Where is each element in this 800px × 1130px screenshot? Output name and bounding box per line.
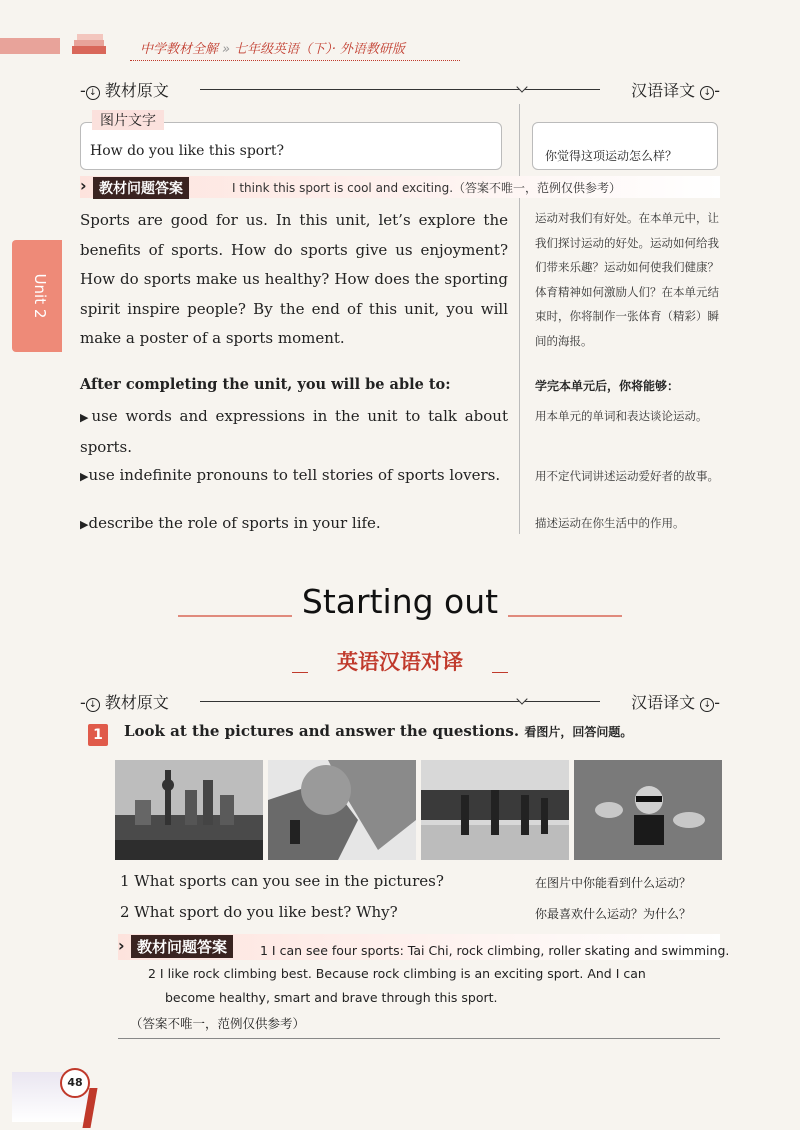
divider-right-text: 汉语译文	[631, 693, 696, 712]
circle-down-icon: ↓	[86, 86, 100, 100]
header-sep: »	[222, 42, 231, 57]
book-stack-icon	[70, 28, 110, 58]
answer-text: I think this sport is cool and exciting.（答案不唯一，范例仅供参考）	[232, 181, 622, 195]
circle-down-icon: ↓	[700, 86, 714, 100]
intro-en: Sports are good for us. In this unit, let’s explore the benefits of sports. How do sports give us enjoyment? How do sports make us healthy? How does the sporting spirit inspire people? By the end of this unit, you will make a poster of a sports moment.	[80, 211, 508, 347]
question-item-cn: 你最喜欢什么运动？为什么？	[535, 907, 692, 921]
answer-line-2: 2 I like rock climbing best. Because rock climbing is an exciting sport. And I can	[148, 966, 646, 981]
circle-down-icon: ↓	[86, 698, 100, 712]
cn-section-title: 英语汉语对译	[337, 650, 463, 674]
divider-left-text: 教材原文	[104, 81, 169, 100]
swimming-photo	[574, 760, 722, 860]
objective-text: use words and expressions in the unit to talk about sports.	[80, 407, 508, 456]
objectives-heading-en: After completing the unit, you will be able to:	[80, 376, 451, 393]
caption-tag: 图片文字	[92, 110, 164, 130]
roller-skating-photo	[421, 760, 569, 860]
objective-item-cn: 用不定代词讲述运动爱好者的故事。	[535, 469, 719, 483]
section-title: Starting out	[301, 582, 499, 621]
objective-text: describe the role of sports in your life.	[88, 514, 381, 532]
header-dotted-rule	[130, 60, 460, 61]
sports-pictures	[115, 760, 722, 862]
question-item-cn: 在图片中你能看到什么运动？	[535, 876, 692, 890]
divider-left-label: - ↓ 教材原文	[80, 81, 169, 100]
cn-title-rule-right	[492, 672, 508, 673]
divider-notch	[516, 81, 527, 92]
divider-left-label: - ↓ 教材原文	[80, 693, 169, 712]
question-number: 1	[88, 724, 108, 746]
divider-right-label: 汉语译文 ↓ -	[631, 81, 720, 100]
section-divider-bottom	[80, 690, 720, 714]
objective-item-en	[80, 461, 508, 492]
question-heading-en: Look at the pictures and answer the questions.	[124, 722, 520, 740]
rock-climbing-photo	[268, 760, 416, 860]
unit-side-label: Unit 2	[31, 273, 49, 319]
objectives-heading-cn: 学完本单元后，你将能够：	[535, 379, 680, 393]
triangle-bullet-icon: ▶	[80, 470, 89, 483]
question-item-en: 2 What sport do you like best? Why?	[120, 903, 398, 921]
objective-text: use indefinite pronouns to tell stories of sports lovers.	[88, 466, 501, 484]
divider-right-text: 汉语译文	[631, 81, 696, 100]
objective-item-cn: 描述运动在你生活中的作用。	[535, 516, 685, 530]
header-title	[140, 38, 405, 57]
chevron-right-icon: ›	[118, 936, 125, 955]
unit-side-tab	[12, 240, 62, 352]
header-grade: 七年级英语（下）	[234, 42, 332, 57]
header-publisher: · 外语教研版	[331, 42, 405, 57]
answer-label: 教材问题答案	[131, 935, 233, 958]
section-divider-top	[80, 78, 720, 102]
question-heading-cn: 看图片，回答问题。	[524, 725, 633, 739]
column-separator	[519, 104, 520, 534]
circle-down-icon: ↓	[700, 698, 714, 712]
objective-item-en	[80, 509, 508, 540]
header-book: 中学教材全解	[140, 42, 219, 57]
divider-right-label: 汉语译文 ↓ -	[631, 693, 720, 712]
question-heading	[124, 722, 632, 740]
answer-bottom-rule	[118, 1038, 720, 1039]
question-item-en: 1 What sports can you see in the pictures?	[120, 872, 444, 890]
objective-item-cn: 用本单元的单词和表达谈论运动。	[535, 409, 708, 423]
answer-note: （答案不唯一，范例仅供参考）	[130, 1016, 306, 1031]
header-decor-bar	[0, 38, 60, 54]
intro-cn: 运动对我们有好处。在本单元中，让我们探讨运动的好处。运动如何给我们带来乐趣？运动如何使我们健康？体育精神如何激励人们？在本单元结束时，你将制作一张体育（精彩）瞬间的海报。	[535, 211, 719, 348]
divider-line	[200, 89, 600, 90]
caption-cn: 你觉得这项运动怎么样？	[545, 149, 678, 163]
divider-notch	[516, 693, 527, 704]
triangle-bullet-icon: ▶	[80, 411, 92, 424]
divider-line	[200, 701, 600, 702]
page-number: 48	[60, 1068, 90, 1098]
answer-line-1: 1 I can see four sports: Tai Chi, rock climbing, roller skating and swimming.	[260, 943, 730, 958]
divider-left-text: 教材原文	[104, 693, 169, 712]
caption-en: How do you like this sport?	[90, 143, 285, 159]
objective-item-en	[80, 402, 508, 462]
triangle-bullet-icon: ▶	[80, 518, 89, 531]
answer-line-3: become healthy, smart and brave through this sport.	[165, 990, 498, 1005]
chevron-right-icon: ›	[80, 176, 87, 195]
answer-label: 教材问题答案	[93, 177, 189, 199]
title-rule-right	[508, 615, 622, 617]
tai-chi-photo	[115, 760, 263, 860]
